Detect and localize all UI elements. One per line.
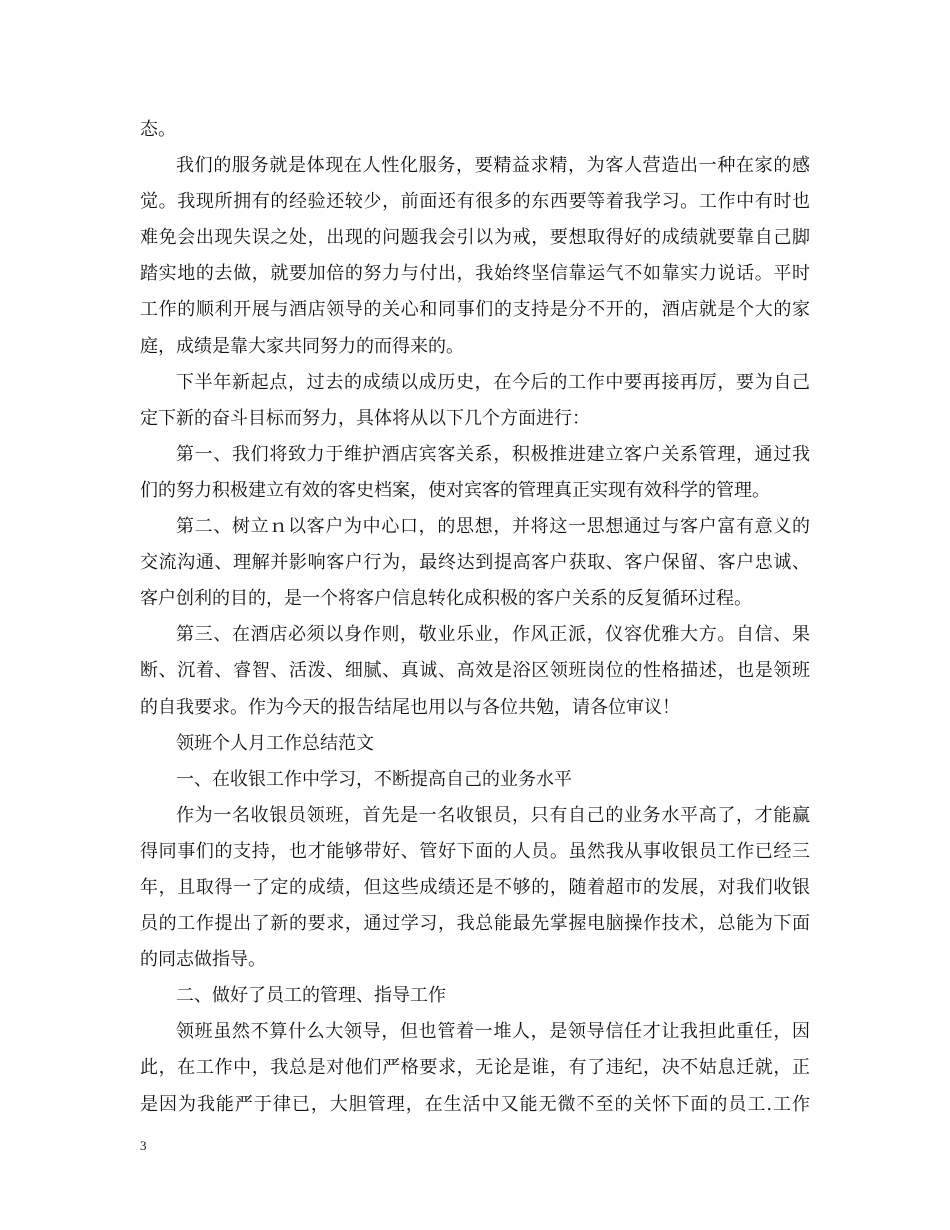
- text-line: 态。: [140, 119, 176, 140]
- text-line: 此，在工作中，我总是对他们严格要求，无论是谁，有了违纪，决不姑息迁就，正: [140, 1057, 810, 1079]
- text-line: 年，且取得一了定的成绩，但这些成绩还是不够的，随着超市的发展，对我们收银: [140, 876, 810, 898]
- text-line: 一、在收银工作中学习，不断提高自己的业务水平: [176, 768, 572, 790]
- text-line: 们的努力积极建立有效的客史档案，使对宾客的管理真正实现有效科学的管理。: [140, 479, 770, 501]
- text-line: 定下新的奋斗目标而努力，具体将从以下几个方面进行：: [140, 407, 590, 429]
- text-line: 二、做好了员工的管理、指导工作: [176, 985, 446, 1007]
- text-line: 交流沟通、理解并影响客户行为，最终达到提高客户获取、客户保留、客户忠诚、: [140, 552, 810, 574]
- text-line: 断、沉着、睿智、活泼、细腻、真诚、高效是浴区领班岗位的性格描述，也是领班: [140, 660, 810, 682]
- text-line: 工作的顺利开展与酒店领导的关心和同事们的支持是分不开的，酒店就是个大的家: [140, 299, 810, 321]
- text-line: 下半年新起点，过去的成绩以成历史，在今后的工作中要再接再厉，要为自己: [176, 371, 810, 393]
- text-line: 作为一名收银员领班，首先是一名收银员，只有自己的业务水平高了，才能赢: [176, 804, 810, 826]
- text-line: 员的工作提出了新的要求，通过学习，我总能最先掌握电脑操作技术，总能为下面: [140, 913, 810, 935]
- text-line: 客户创利的目的，是一个将客户信息转化成积极的客户关系的反复循环过程。: [140, 588, 752, 610]
- document-body: [140, 112, 810, 1123]
- text-line: 第三、在酒店必须以身作则，敬业乐业，作风正派，仪容优雅大方。自信、果: [176, 624, 810, 646]
- text-line: 领班个人月工作总结范文: [176, 732, 374, 754]
- page-number: 3: [140, 1138, 147, 1153]
- text-line: 的同志做指导。: [140, 949, 266, 971]
- text-line: 第一、我们将致力于维护酒店宾客关系，积极推进建立客户关系管理，通过我: [176, 443, 810, 465]
- text-line: 难免会出现失误之处，出现的问题我会引以为戒，要想取得好的成绩就要靠自己脚: [140, 227, 810, 249]
- text-line: 的自我要求。作为今天的报告结尾也用以与各位共勉，请各位审议！: [140, 696, 680, 718]
- text-line: 是因为我能严于律已，大胆管理，在生活中又能无微不至的关怀下面的员工.工作: [140, 1093, 810, 1115]
- text-line: 庭，成绩是靠大家共同努力的而得来的。: [140, 335, 464, 357]
- text-line: 得同事们的支持，也才能够带好、管好下面的人员。虽然我从事收银员工作已经三: [140, 840, 810, 862]
- text-line: 踏实地的去做，就要加倍的努力与付出，我始终坚信靠运气不如靠实力说话。平时: [140, 263, 810, 285]
- text-line: 觉。我现所拥有的经验还较少，前面还有很多的东西要等着我学习。工作中有时也: [140, 191, 810, 213]
- text-line: 第二、树立ｎ以客户为中心口，的思想，并将这一思想通过与客户富有意义的: [176, 516, 810, 538]
- text-line: 我们的服务就是体现在人性化服务，要精益求精，为客人营造出一种在家的感: [176, 155, 810, 177]
- text-line: 领班虽然不算什么大领导，但也管着一堆人，是领导信任才让我担此重任，因: [176, 1021, 810, 1043]
